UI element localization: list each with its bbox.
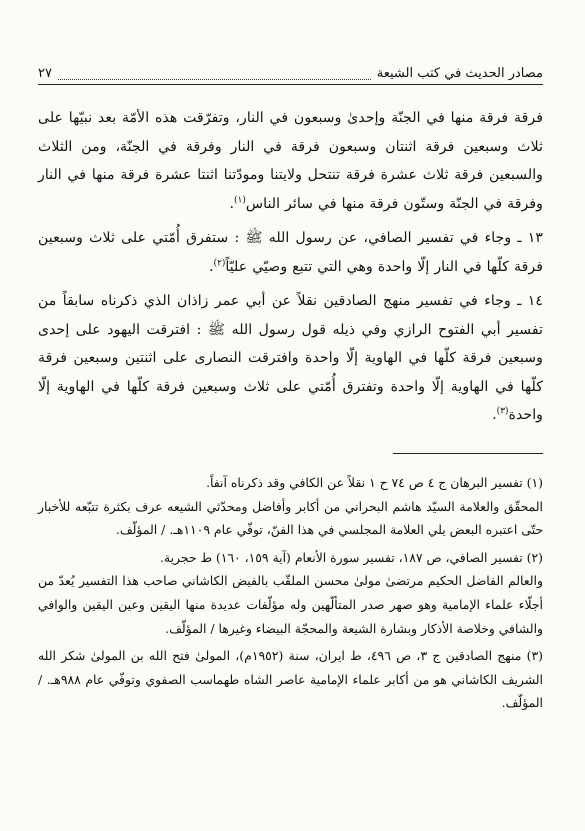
paragraph-13-end: . [209, 258, 214, 275]
footnote-3 [38, 644, 543, 715]
footnotes [38, 471, 543, 715]
paragraph-1 [38, 104, 543, 218]
footnote-ref-2[interactable]: (٢) [213, 257, 226, 268]
footnote-1 [38, 471, 543, 542]
header-leader-dots [58, 67, 371, 80]
running-header [38, 62, 543, 84]
page-number: ٢٧ [38, 65, 52, 81]
paragraph-14-end: . [492, 407, 497, 423]
footnote-1-source: (١) تفسير البرهان ج ٤ ص ٧٤ ح ١ نقلاً عن الكافي وقد ذكرناه آنفاً. [206, 475, 543, 490]
paragraph-14-text: ١٤ ـ وجاء في تفسير منهج الصادقين نقلاً عن أبي عمر زاذان الذي ذكرناه سابقاً من تفسير أبي الفتوح الرازي وفي ذيله قول رسول الله ﷺ : افترقت اليهود على إحدى وسبعين فرقة كلّها في الهاوية إلّا واحدة وافترقت النصارى على اثنتين وسبعين فرقة كلّها في الهاوية إلّا واحدة وتفترق أُمّتي على ثلاث وسبعين فرقة كلّها في الهاوية إلّا واحدة [38, 293, 543, 423]
footnote-1-comment: المحقّق والعلامة السيّد هاشم البحراني من أكابر وأفاضل ومحدّثي الشيعه عرف بكثرة تتبّعه للأخبار حتّى اعتبره البعض يلي العلامة المجلسي في هذا الفنّ، توفّي عام ١١٠٩هـ. / المؤلّف. [38, 498, 543, 538]
paragraph-13 [38, 224, 543, 281]
footnote-ref-3[interactable]: (٣) [496, 406, 509, 417]
footnote-2-comment: والعالم الفاضل الحكيم مرتضىٰ مولىٰ محسن الملقّب بالفيض الكاشاني صاحب هذا التفسير يُعدّ من أجلّاء علماء الإمامية وهو صهر صدر المتألّهين وله مؤلّفات عديدة منها اليقين وعين اليقين والوافي والشافي وخلاصة الأذكار وبشارة الشيعة والمحجّة البيضاء وغيرها / المؤلّف. [38, 573, 543, 636]
footnote-3-source: (٣) منهج الصادقين ج ٣، ص ٤٩٦، ط ايران، سنة (١٩٥٢م)، المولىٰ فتح الله بن المولىٰ شكر الله الشريف الكاشاني هو من أكابر علماء الإمامية عاصر الشاه طهماسب الصفوي وتوفّي عام ٩٨٨هـ. / المؤلّف. [38, 648, 544, 711]
footnote-2 [38, 546, 543, 640]
paragraph-1-end: . [229, 195, 234, 212]
header-title: مصادر الحديث في كتب الشيعة [376, 65, 543, 81]
footnote-separator [393, 453, 543, 454]
header-rule [38, 84, 543, 85]
paragraph-14 [38, 287, 543, 430]
paragraph-1-text: فرقة فرقة منها في الجنّة وإحدىٰ وسبعون في النار، وتفرّقت هذه الأمّة بعد نبيّها على ثلاث وسبعين فرقة اثنتان وسبعون فرقة في النار وفرقة في الجنّة، ومن الثلاث والسبعين فرقة ثلاث عشرة فرقة تنتحل ولايتنا ومودّتنا اثنتا عشرة فرقة منها في النار وفرقة في الجنّة وستّون فرقة منها في سائر الناس [38, 110, 543, 212]
footnote-2-source: (٢) تفسير الصافي، ص ١٨٧، تفسير سورة الأنعام (آية ١٥٩، ١٦٠) ط حجرية. [159, 549, 543, 565]
main-text [38, 104, 543, 430]
footnote-ref-1[interactable]: (١) [233, 194, 246, 205]
paragraph-13-text: ١٣ ـ وجاء في تفسير الصافي، عن رسول الله ﷺ : ستفرق أُمّتي على ثلاث وسبعين فرقة كلّها في النار إلّا واحدة وهي التي تتبع وصيّي عليّاً [38, 230, 543, 275]
